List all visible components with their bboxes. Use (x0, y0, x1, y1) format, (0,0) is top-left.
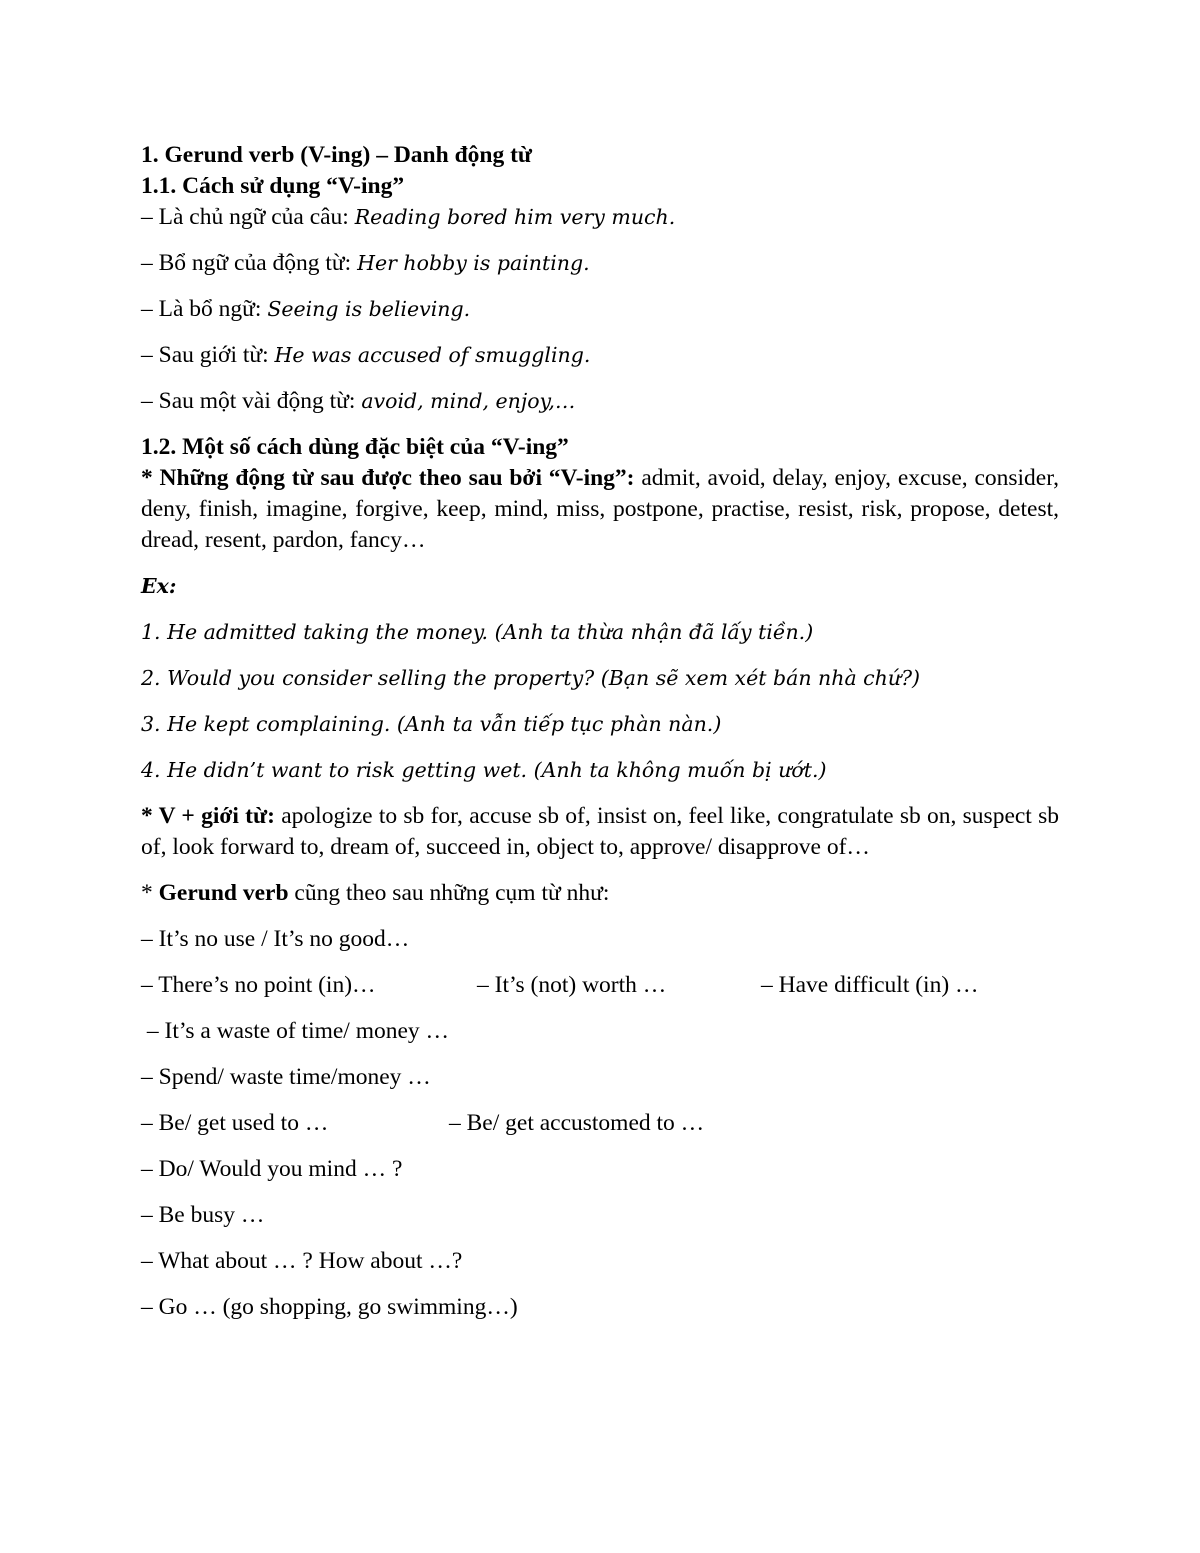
use-example: Reading bored him very much. (354, 205, 676, 229)
example-sentence: 3. He kept complaining. (Anh ta vẫn tiếp tục phàn nàn.) (141, 712, 722, 736)
phrase-item: – Have difficult (in) … (761, 972, 979, 998)
example-sentence: 2. Would you consider selling the property? (Bạn sẽ xem xét bán nhà chứ?) (141, 666, 921, 690)
verbs-list: admit, avoid, delay, enjoy, excuse, consider, deny, finish, imagine, forgive, keep, mind, miss, postpone, practise, resist, risk, propose, detest, dread, resent, pardon, fancy… (141, 465, 1059, 553)
phrase-item: – What about … ? How about …? (141, 1248, 463, 1274)
prep-paragraph (141, 801, 1059, 863)
verbs-paragraph (141, 463, 1059, 556)
prep-lead: * V + giới từ: (141, 803, 275, 829)
phrase-item: – Be/ get used to … (141, 1110, 329, 1136)
example-sentence: 4. He didn’t want to risk getting wet. (Anh ta không muốn bị ướt.) (141, 758, 827, 782)
use-example: avoid, mind, enjoy,… (361, 389, 576, 413)
use-item (141, 248, 1059, 279)
use-example: Seeing is believing. (267, 297, 471, 321)
use-example: Her hobby is painting. (357, 251, 590, 275)
prep-list: apologize to sb for, accuse sb of, insist on, feel like, congratulate sb on, suspect sb of, look forward to, dream of, succeed in, object to, approve/ disapprove of… (141, 803, 1059, 860)
ex-label-text: Ex: (141, 574, 177, 598)
phrase-item: – Go … (go shopping, go swimming…) (141, 1294, 518, 1320)
verbs-lead: * Những động từ sau được theo sau bởi “V-ing”: (141, 465, 635, 491)
example-label (141, 571, 1059, 602)
phrases-intro (141, 878, 1059, 909)
use-item (141, 386, 1059, 417)
phrase-item: – It’s no use / It’s no good… (141, 926, 410, 952)
document-page (141, 140, 1059, 1323)
use-label: – Bổ ngữ của động từ: (141, 250, 358, 276)
use-label: – Sau một vài động từ: (141, 388, 362, 414)
phrase-item: – Be busy … (141, 1202, 265, 1228)
phrases-bold: Gerund verb (158, 880, 289, 906)
phrase-row (141, 1108, 1059, 1139)
use-item (141, 202, 1059, 233)
phrase-item: – Spend/ waste time/money … (141, 1064, 431, 1090)
use-example: He was accused of smuggling. (274, 343, 591, 367)
phrase-item: – It’s a waste of time/ money … (141, 1018, 450, 1044)
heading-gerund: 1. Gerund verb (V-ing) – Danh động từ (141, 142, 533, 168)
phrase-row (141, 970, 1059, 1001)
use-label: – Là bổ ngữ: (141, 296, 268, 322)
phrase-item: – Be/ get accustomed to … (449, 1110, 705, 1136)
phrases-rest: cũng theo sau những cụm từ như: (288, 880, 610, 906)
use-item (141, 340, 1059, 371)
heading-special-usage: 1.2. Một số cách dùng đặc biệt của “V-ing” (141, 434, 569, 460)
use-item (141, 294, 1059, 325)
example-sentence: 1. He admitted taking the money. (Anh ta thừa nhận đã lấy tiền.) (141, 620, 814, 644)
phrase-item: – It’s (not) worth … (477, 972, 667, 998)
phrase-item: – Do/ Would you mind … ? (141, 1156, 403, 1182)
phrase-item: – There’s no point (in)… (141, 972, 376, 998)
phrases-star: * (141, 880, 159, 906)
heading-usage: 1.1. Cách sử dụng “V-ing” (141, 173, 405, 199)
use-label: – Là chủ ngữ của câu: (141, 204, 355, 230)
use-label: – Sau giới từ: (141, 342, 275, 368)
